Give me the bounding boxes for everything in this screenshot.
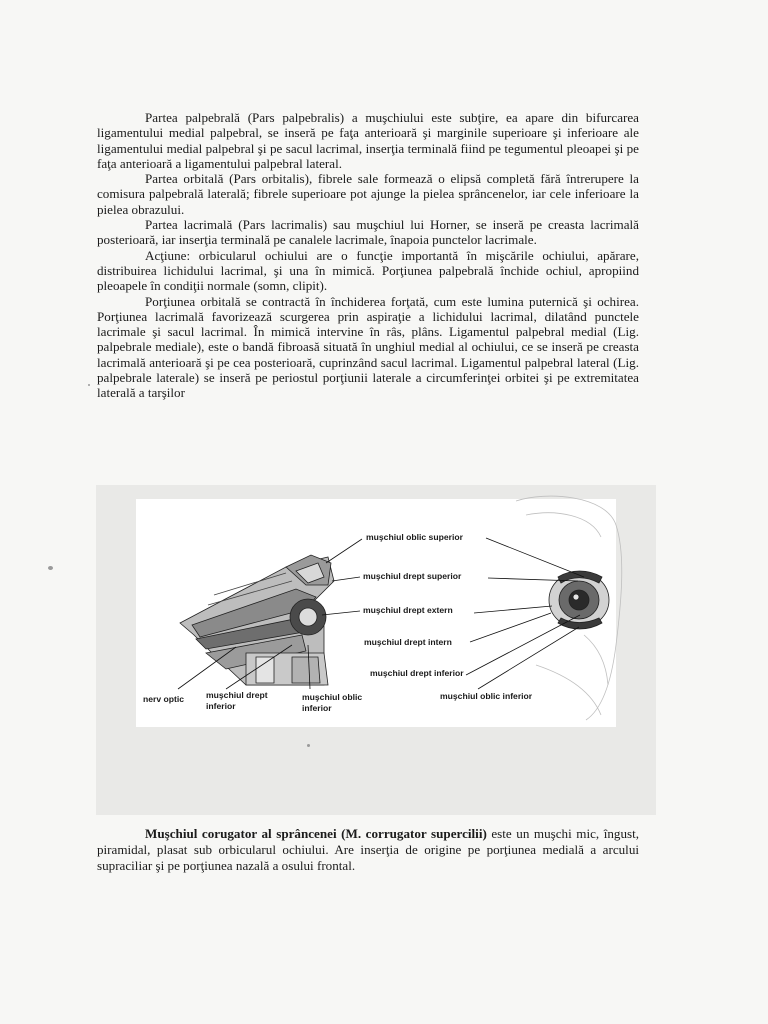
label-nerv-optic: nerv optic [143, 694, 185, 704]
scan-speck [88, 384, 90, 386]
orbit-side-view [180, 555, 334, 685]
corrugator-paragraph [97, 826, 639, 873]
corrugator-text [97, 826, 639, 873]
label-oblic-inferior-right: muşchiul oblic inferior [440, 691, 533, 701]
corrugator-description: este un muşchi mic, îngust, piramidal, plasat sub orbicularul ochiului. Are inserţia de origine pe porţiunea medială a arcului supraciliar şi pe porţiunea nazală a osului frontal. [97, 826, 639, 873]
paragraph-portiunea-orbitala: Porţiunea orbitală se contractă în închiderea forţată, cum este lumina puternică şi ochirea. Porţiunea lacrimală favorizează scurgerea prin aspiraţie a lichidului lacrimal, dilatând punctele lacrimale şi sacul lacrimal. În mimică intervine în râs, plâns. Ligamentul palpebral medial (Lig. palpebrale mediale), este o bandă fibroasă situată în unghiul medial al ochiului, ce se inseră pe creasta lacrimală anterioară şi pe cea posterioară, cuprinzând sacul lacrimal. Ligamentul palpebral lateral (Lig. palpebrale laterale) se inseră pe periostul porţiunii laterale a circumferinţei orbitei şi pe extremitatea laterală a tarşilor [97, 293, 639, 401]
body-text [97, 110, 639, 401]
label-oblic-superior: muşchiul oblic superior [366, 532, 463, 542]
paragraph-pars-palpebralis: Partea palpebrală (Pars palpebralis) a muşchiului este subţire, ea apare din bifurcarea ligamentului medial palpebral, se inseră pe faţa anterioară şi marginile superioare şi inferioare ale ligamentului medial palpebral şi pe sacul lacrimal, inserţia terminală fiind pe tegumentul pleoapei şi pe faţa anterioară a ligamentului palpebral lateral. [97, 110, 639, 171]
scan-speck [48, 566, 53, 570]
paragraph-pars-lacrimalis: Partea lacrimală (Pars lacrimalis) sau muşchiul lui Horner, se inseră pe creasta lacrimală posterioară, iar inserţia terminală pe canalele lacrimale, înapoia punctelor lacrimale. [97, 217, 639, 248]
label-drept-intern: muşchiul drept intern [364, 637, 452, 647]
corrugator-title: Muşchiul corugator al sprâncenei (M. corrugator supercilii) [145, 826, 487, 841]
label-oblic-inferior-bottom: muşchiul oblic inferior [302, 692, 363, 713]
paragraph-pars-orbitalis: Partea orbitală (Pars orbitalis), fibrele sale formează o elipsă completă fără întrerupere la comisura palpebrală laterală; fibrele superioare pot ajunge la pielea sprâncenelor, iar cele inferioare la pielea obrazului. [97, 171, 639, 217]
label-drept-inferior: muşchiul drept inferior [370, 668, 464, 678]
eye-muscles-figure [96, 485, 656, 815]
label-drept-extern: muşchiul drept extern [363, 605, 453, 615]
scan-speck [307, 744, 310, 747]
paragraph-actiune: Acţiune: orbicularul ochiului are o funcţie importantă în mişcările ochiului, apărare, distribuirea lichidului lacrimal, şi una în mimică. Porţiunea palpebrală închide ochiul, apropiind pleoapele în condiţii normale (somn, clipit). [97, 247, 639, 294]
label-drept-inferior-bottom: muşchiul drept inferior [206, 690, 268, 711]
label-drept-superior: muşchiul drept superior [363, 571, 462, 581]
eyeball-front [549, 571, 609, 629]
